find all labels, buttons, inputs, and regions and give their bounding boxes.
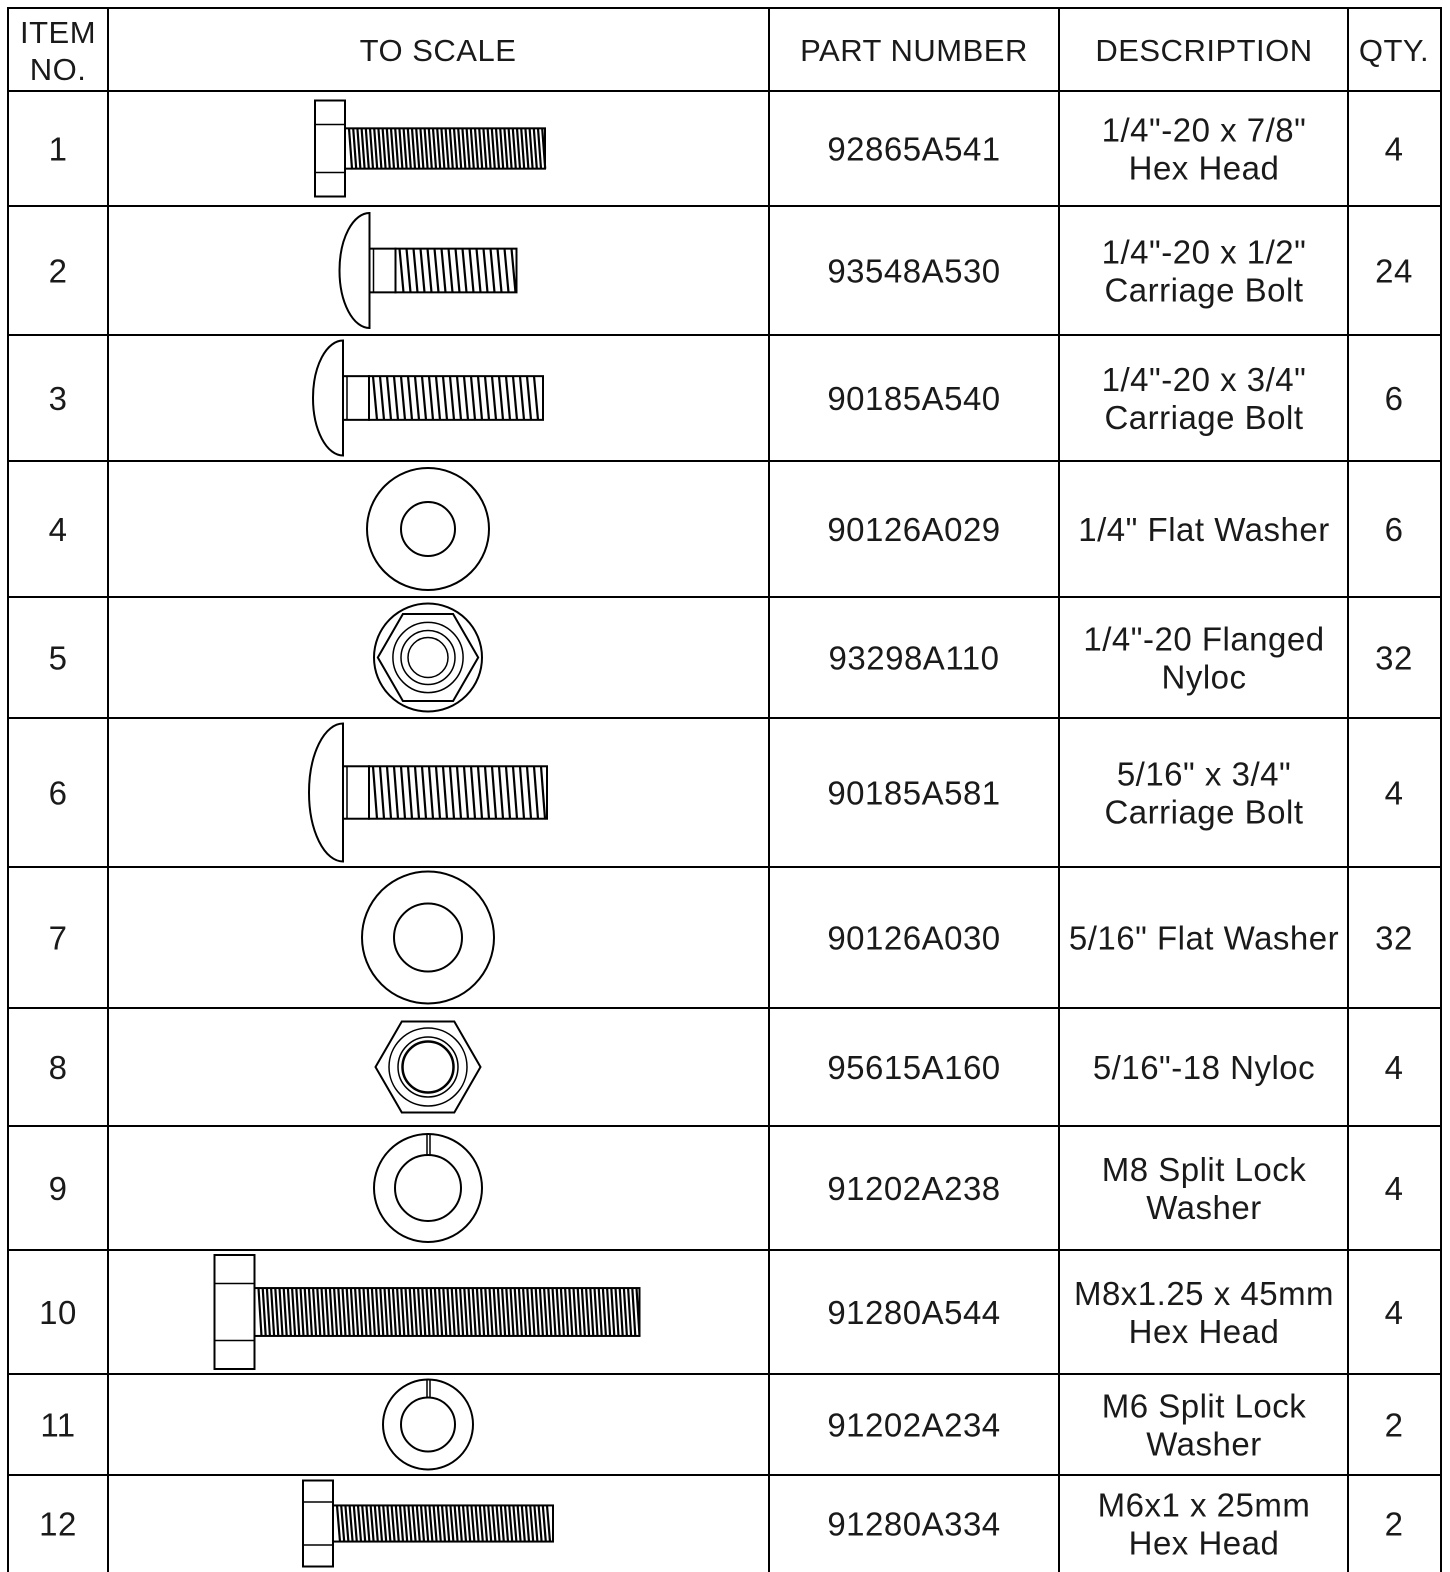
item-number: 2 bbox=[48, 252, 68, 290]
description-line: Hex Head bbox=[1128, 149, 1280, 187]
description-line: M8 Split Lock bbox=[1101, 1151, 1307, 1188]
quantity: 6 bbox=[1384, 380, 1404, 417]
table-row bbox=[49, 1022, 1404, 1113]
table-row bbox=[49, 341, 1404, 456]
part-number: 90185A540 bbox=[827, 380, 1001, 417]
item-number: 6 bbox=[48, 774, 68, 812]
table-row bbox=[49, 1134, 1404, 1242]
split-lock-washer-icon bbox=[374, 1134, 482, 1242]
header-description: DESCRIPTION bbox=[1095, 33, 1313, 68]
item-number: 7 bbox=[48, 919, 68, 957]
description-line: M6 Split Lock bbox=[1101, 1387, 1307, 1425]
part-number: 93548A530 bbox=[827, 252, 1001, 290]
part-number: 90126A029 bbox=[827, 511, 1001, 548]
table-row bbox=[49, 468, 1404, 590]
description-line: M6x1 x 25mm bbox=[1097, 1486, 1311, 1524]
table-row bbox=[39, 1481, 1403, 1567]
description-line: 1/4"-20 Flanged bbox=[1083, 620, 1325, 658]
description-line: Carriage Bolt bbox=[1104, 271, 1304, 309]
quantity: 24 bbox=[1375, 252, 1413, 290]
item-number: 1 bbox=[48, 130, 68, 168]
item-number: 5 bbox=[48, 639, 68, 677]
table-row bbox=[49, 101, 1404, 197]
quantity: 2 bbox=[1384, 1406, 1404, 1444]
table-body bbox=[39, 101, 1413, 1567]
part-number: 93298A110 bbox=[828, 639, 1000, 677]
item-number: 10 bbox=[39, 1294, 77, 1331]
header-part-number: PART NUMBER bbox=[800, 33, 1028, 68]
item-number: 11 bbox=[40, 1406, 76, 1444]
description-line: 5/16" x 3/4" bbox=[1116, 755, 1292, 793]
quantity: 4 bbox=[1384, 1294, 1404, 1331]
description-line: 1/4" Flat Washer bbox=[1078, 511, 1330, 548]
description-line: Carriage Bolt bbox=[1104, 399, 1304, 436]
quantity: 32 bbox=[1375, 639, 1413, 677]
part-number: 90185A581 bbox=[827, 774, 1001, 812]
table-row bbox=[39, 1255, 1403, 1369]
part-number: 91202A238 bbox=[827, 1170, 1001, 1207]
description-line: 1/4"-20 x 1/2" bbox=[1101, 233, 1307, 271]
flat-washer-icon bbox=[362, 872, 494, 1004]
flat-washer-icon bbox=[367, 468, 489, 590]
description-line: Hex Head bbox=[1128, 1524, 1280, 1562]
item-number: 4 bbox=[48, 511, 68, 548]
table-header bbox=[20, 15, 1429, 87]
item-number: 9 bbox=[48, 1170, 68, 1207]
split-lock-washer-icon bbox=[383, 1380, 473, 1470]
nyloc-nut-icon bbox=[376, 1022, 481, 1113]
description-line: 5/16" Flat Washer bbox=[1068, 919, 1340, 957]
table-row bbox=[49, 213, 1413, 328]
quantity: 4 bbox=[1384, 1049, 1404, 1086]
part-number: 91202A234 bbox=[827, 1406, 1001, 1444]
quantity: 4 bbox=[1384, 1170, 1404, 1207]
table-row bbox=[49, 724, 1404, 862]
header-to-scale: TO SCALE bbox=[359, 33, 517, 68]
description-line: 5/16"-18 Nyloc bbox=[1092, 1049, 1316, 1086]
hex-bolt-icon bbox=[315, 101, 545, 197]
part-number: 95615A160 bbox=[827, 1049, 1001, 1086]
hex-bolt-icon bbox=[215, 1255, 640, 1369]
flanged-nyloc-nut-icon bbox=[374, 604, 482, 712]
description-line: Hex Head bbox=[1128, 1313, 1280, 1350]
item-number: 8 bbox=[48, 1049, 68, 1086]
quantity: 32 bbox=[1375, 919, 1413, 957]
description-line: Washer bbox=[1146, 1189, 1262, 1226]
carriage-bolt-icon bbox=[309, 724, 547, 862]
description-line: Nyloc bbox=[1161, 658, 1247, 696]
table-row bbox=[40, 1380, 1403, 1470]
part-number: 92865A541 bbox=[827, 130, 1001, 168]
item-number: 12 bbox=[39, 1505, 77, 1543]
quantity: 4 bbox=[1384, 130, 1404, 168]
part-number: 90126A030 bbox=[827, 919, 1001, 957]
part-number: 91280A544 bbox=[827, 1294, 1001, 1331]
quantity: 2 bbox=[1384, 1505, 1404, 1543]
carriage-bolt-icon bbox=[340, 213, 517, 328]
quantity: 4 bbox=[1384, 774, 1404, 812]
quantity: 6 bbox=[1384, 511, 1404, 548]
description-line: Carriage Bolt bbox=[1104, 793, 1304, 831]
description-line: 1/4"-20 x 3/4" bbox=[1101, 361, 1307, 398]
carriage-bolt-icon bbox=[313, 341, 543, 456]
hex-bolt-icon bbox=[303, 1481, 553, 1567]
header-qty: QTY. bbox=[1358, 33, 1430, 68]
table-row bbox=[49, 604, 1413, 712]
description-line: Washer bbox=[1146, 1425, 1262, 1463]
description-line: M8x1.25 x 45mm bbox=[1073, 1275, 1335, 1312]
header-item-no-line1: ITEM bbox=[19, 15, 97, 50]
header-item-no-line2: NO. bbox=[29, 52, 87, 87]
item-number: 3 bbox=[48, 380, 68, 417]
description-line: 1/4"-20 x 7/8" bbox=[1101, 111, 1307, 149]
table-row bbox=[49, 872, 1413, 1004]
part-number: 91280A334 bbox=[827, 1505, 1001, 1543]
